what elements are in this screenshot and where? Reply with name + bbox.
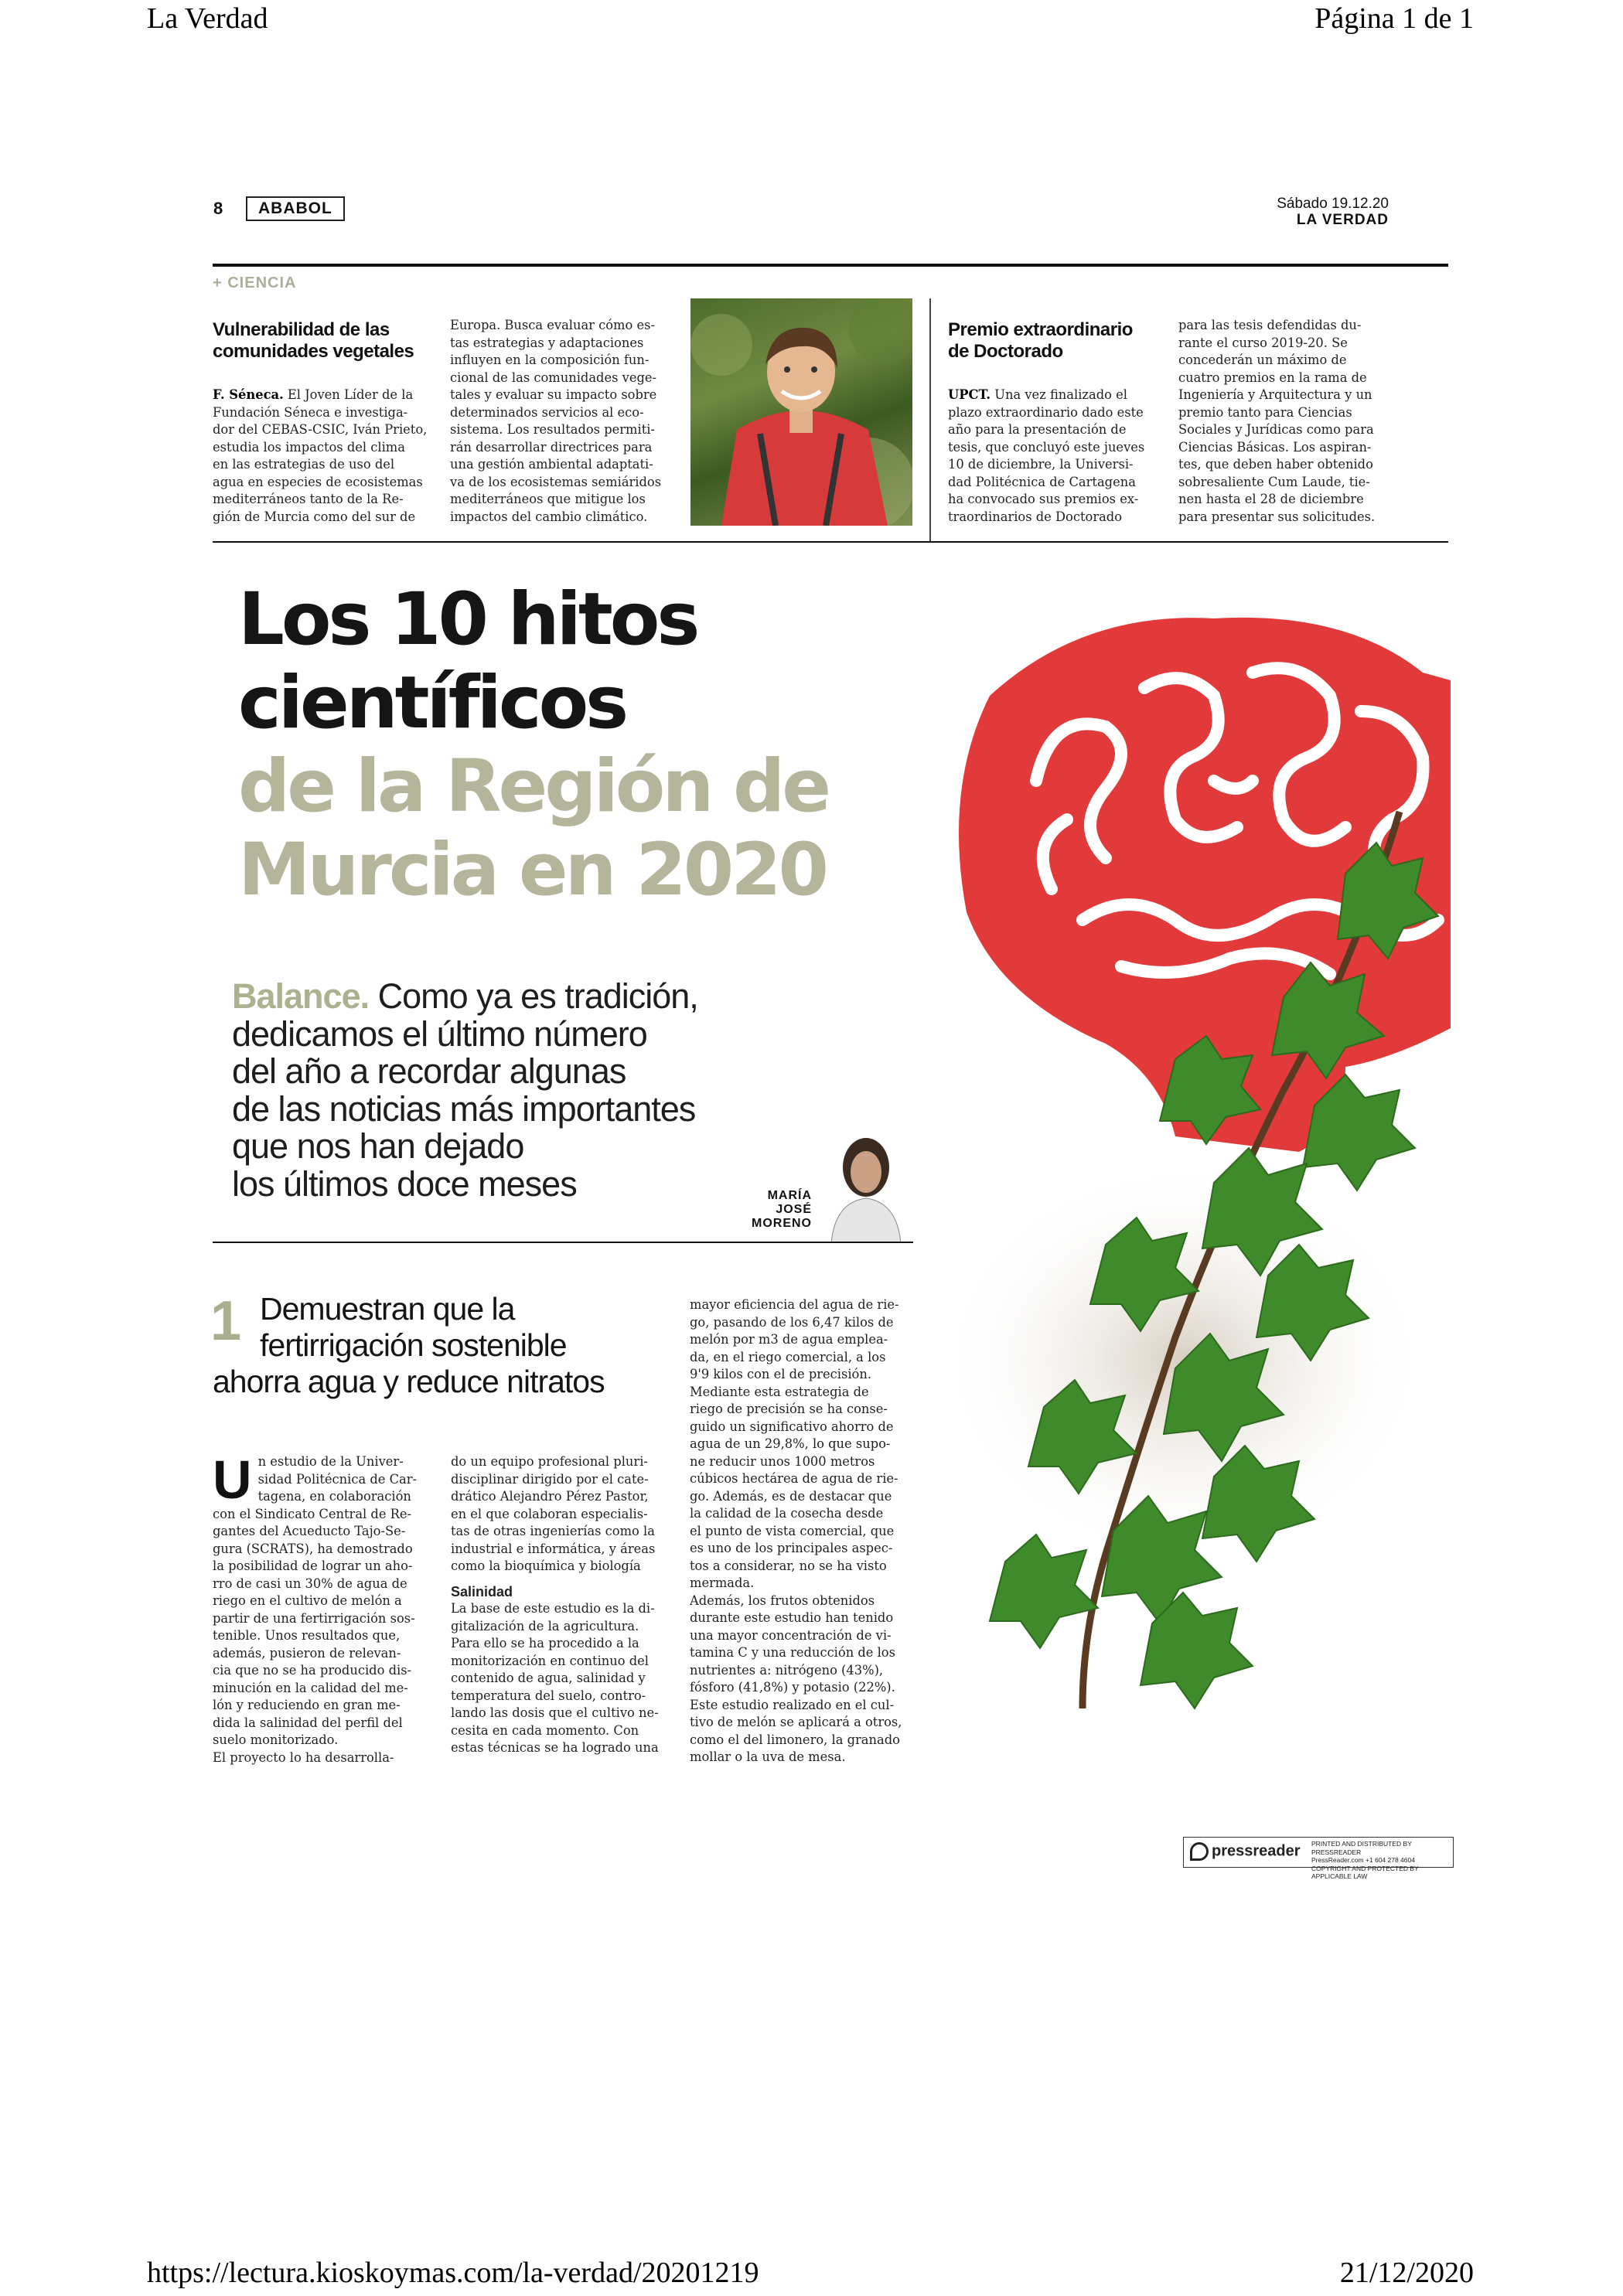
newspaper-name: LA VERDAD (1296, 212, 1389, 228)
brief-1-title (213, 319, 445, 363)
story-1-title-a (260, 1291, 677, 1364)
text-line: Los 10 hitos (238, 577, 697, 662)
briefs-bottom-rule (213, 541, 1448, 543)
text-line: Ingeniería y Arquitectura y un (1178, 387, 1372, 402)
text-line: mermada. (690, 1576, 755, 1590)
print-footer-url: https://lectura.kioskoymas.com/la-verdad/20201219 (147, 2257, 759, 2289)
text-line: concederán un máximo de (1178, 353, 1347, 367)
text-line: mayor eficiencia del agua de rie- (690, 1297, 899, 1312)
text-line: ne reducir unos 1000 metros (690, 1453, 875, 1469)
text-line: lón y reduciendo en gran me- (213, 1698, 401, 1712)
brief-1-column-2 (450, 317, 674, 526)
text-line: año para la presentación de (948, 422, 1127, 437)
text-line: agua en especies de ecosistemas (213, 474, 423, 489)
text-line: mediterráneos tanto de la Re- (213, 492, 404, 506)
text-line: riego de precisión se ha conse- (690, 1402, 888, 1416)
brain-illustration (851, 595, 1451, 1770)
text-line: melón por m3 de agua emplea- (690, 1332, 888, 1347)
brief-2-column-1 (948, 387, 1158, 526)
text-line: rro de casi un 30% de agua de (213, 1576, 407, 1591)
text-line: tagena, en colaboración (257, 1489, 411, 1504)
text-line: estas técnicas se ha logrado una (451, 1740, 659, 1755)
page-number: 8 (213, 199, 223, 218)
text-line: El proyecto lo ha desarrolla- (213, 1749, 394, 1765)
text-line: tales y evaluar su impacto sobre (450, 387, 657, 402)
text-line: sistema. Los resultados permiti- (450, 422, 655, 437)
text-line: determinados servicios al eco- (450, 404, 644, 420)
text-line: riego en el cultivo de melón a (213, 1593, 402, 1608)
deck-bottom-rule (213, 1242, 913, 1243)
text-line: MARÍA (767, 1189, 812, 1202)
text-line: rán desarrollar directrices para (450, 439, 653, 455)
text-line: guido un significativo ahorro de (690, 1419, 894, 1434)
text-line: nutrientes a: nitrógeno (43%), (690, 1662, 884, 1678)
text-line: monitorización en continuo del (451, 1653, 650, 1668)
text-line: como la bioquímica y biología (451, 1558, 641, 1573)
text-line: fósforo (41,8%) y potasio (22%). (690, 1680, 895, 1695)
column-divider (929, 298, 931, 541)
print-header-title: La Verdad (147, 2, 268, 35)
text-line: el punto de vista comercial, que (690, 1523, 895, 1538)
text-line: suelo monitorizado. (213, 1732, 339, 1747)
text-line: La base de este estudio es la di- (451, 1601, 655, 1616)
text-line: cesita en cada momento. Con (451, 1722, 639, 1738)
section-label: + CIENCIA (213, 274, 297, 291)
text-line: drático Alejandro Pérez Pastor, (451, 1489, 649, 1504)
text-line: tos a considerar, no se ha visto (690, 1558, 887, 1573)
text-line: El Joven Líder de la (283, 387, 414, 402)
text-line: va de los ecosistemas semiáridos (450, 474, 662, 489)
text-line: gantes del Acueducto Tajo-Se- (213, 1524, 406, 1538)
text-line: 9'9 kilos con el de precisión. (690, 1367, 872, 1381)
text-line: Demuestran que la (260, 1291, 515, 1327)
text-line: una gestión ambiental adaptati- (450, 457, 653, 472)
text-line: los últimos doce meses (232, 1163, 577, 1204)
text-line: del año a recordar algunas (232, 1051, 626, 1091)
text-line: cúbicos hectárea de agua de rie- (690, 1471, 898, 1486)
text-line: dedicamos el último número (232, 1013, 647, 1054)
text-line: Además, los frutos obtenidos (690, 1593, 875, 1608)
text-line: la posibilidad de lograr un aho- (213, 1558, 413, 1573)
text-line: la calidad de la cosecha desde (690, 1506, 884, 1521)
text-line: 10 de diciembre, la Universi- (948, 457, 1134, 472)
text-line: para presentar sus solicitudes. (1178, 509, 1376, 524)
text-line: de Doctorado (948, 341, 1063, 362)
text-line: premio tanto para Ciencias (1178, 404, 1352, 420)
pressreader-icon (1190, 1842, 1209, 1861)
text-line: Para ello se ha procedido a la (451, 1636, 639, 1650)
brief-2-lead: UPCT. (948, 387, 991, 402)
text-line: impactos del cambio climático. (450, 509, 648, 524)
text-line: traordinarios de Doctorado (948, 509, 1123, 524)
text-line: cia que no se ha producido dis- (213, 1663, 412, 1678)
text-line: agua de un 29,8%, lo que supo- (690, 1436, 891, 1451)
text-line: Como ya es tradición, (369, 976, 698, 1016)
text-line: sobresaliente Cum Laude, tie- (1178, 474, 1370, 489)
main-headline (238, 578, 872, 912)
brief-2-column-2 (1178, 317, 1389, 526)
text-line: fertirrigación sostenible (260, 1327, 567, 1363)
story-1-title-b: ahorra agua y reduce nitratos (213, 1364, 605, 1399)
researcher-photo (690, 298, 912, 526)
text-line: lando las dosis que el cultivo ne- (451, 1705, 659, 1720)
text-line: sidad Politécnica de Car- (257, 1471, 418, 1487)
pressreader-stamp (1183, 1837, 1454, 1880)
brief-2-title (948, 319, 1180, 363)
text-line: Una vez finalizado el (991, 387, 1127, 402)
text-line: una mayor concentración de vi- (690, 1627, 892, 1643)
deck (232, 978, 804, 1203)
text-line: plazo extraordinario dado este (948, 404, 1144, 420)
dropcap: U (213, 1449, 252, 1510)
text-line: comunidades vegetales (213, 341, 414, 362)
text-line: influyen en la composición fun- (450, 353, 650, 367)
text-line: además, pusieron de relevan- (213, 1645, 401, 1661)
byline (735, 1189, 812, 1231)
subhead-salinidad: Salinidad (451, 1583, 513, 1599)
text-line: Fundación Séneca e investiga- (213, 404, 408, 420)
text-line: con el Sindicato Central de Re- (213, 1506, 412, 1521)
text-line: contenido de agua, salinidad y (451, 1671, 646, 1685)
text-line: rante el curso 2019-20. Se (1178, 335, 1348, 350)
story-1-column-2 (451, 1453, 671, 1757)
text-line: Premio extraordinario (948, 319, 1133, 340)
text-line: PRINTED AND DISTRIBUTED BY PRESSREADER (1311, 1840, 1412, 1856)
dateline (1277, 196, 1389, 228)
section-tag: ABABOL (246, 196, 345, 221)
text-line: mediterráneos que mitigue los (450, 492, 646, 506)
text-line: de las noticias más importantes (232, 1088, 696, 1129)
text-line: tesis, que concluyó este jueves (948, 439, 1145, 455)
text-line: da, en el riego comercial, a los (690, 1349, 886, 1364)
text-line: Sociales y Jurídicas como para (1178, 422, 1374, 437)
text-line: mollar o la uva de mesa. (690, 1749, 846, 1764)
text-line: gitalización de la agricultura. (451, 1618, 639, 1633)
issue-date: Sábado 19.12.20 (1277, 196, 1389, 212)
text-line: Este estudio realizado en el cul- (690, 1697, 895, 1712)
header-rule (213, 264, 1448, 267)
pressreader-logo (1190, 1842, 1301, 1861)
text-line: temperatura del suelo, contro- (451, 1688, 646, 1703)
text-line: tes, que deben haber obtenido (1178, 457, 1373, 472)
text-line: industrial e informática, y áreas (451, 1541, 656, 1556)
brief-1-column-1 (213, 387, 437, 526)
author-avatar (823, 1129, 909, 1243)
text-line: Vulnerabilidad de las (213, 319, 390, 340)
story-1-column-3 (690, 1296, 912, 1766)
text-line: go, pasando de los 6,47 kilos de (690, 1314, 894, 1330)
text-line: gión de Murcia como del sur de (213, 509, 416, 524)
text-line: de la Región de (238, 744, 829, 829)
text-line: como el del limonero, la granado (690, 1732, 900, 1747)
print-footer-date: 21/12/2020 (1339, 2257, 1474, 2289)
text-line: en las estrategias de uso del (213, 457, 395, 472)
researcher-portrait-icon (690, 298, 912, 526)
pressreader-notice (1311, 1840, 1453, 1881)
text-line: ha convocado sus premios ex- (948, 492, 1139, 506)
text-line: Europa. Busca evaluar cómo es- (450, 318, 655, 332)
text-line: dad Politécnica de Cartagena (948, 474, 1136, 489)
story-number: 1 (210, 1290, 242, 1352)
text-line: Mediante esta estrategia de (690, 1384, 869, 1399)
brief-1-lead: F. Séneca. (213, 387, 284, 402)
story-1-column-1 (213, 1449, 433, 1766)
text-line: MORENO (752, 1217, 812, 1230)
text-line: tenible. Unos resultados que, (213, 1628, 401, 1643)
text-line: disciplinar dirigido por el cate- (451, 1471, 649, 1487)
text-line: durante este estudio han tenido (690, 1610, 894, 1625)
text-line: Murcia en 2020 (238, 828, 826, 912)
print-header-page: Página 1 de 1 (1314, 2, 1474, 35)
text-line: dor del CEBAS-CSIC, Iván Prieto, (213, 422, 428, 437)
deck-keyword: Balance. (232, 976, 370, 1016)
text-line: cuatro premios en la rama de (1178, 370, 1367, 385)
text-line: pressreader (1212, 1842, 1301, 1860)
text-line: do un equipo profesional pluri- (451, 1454, 648, 1469)
text-line: nen hasta el 28 de diciembre (1178, 492, 1364, 506)
text-line: COPYRIGHT AND PROTECTED BY APPLICABLE LAW (1311, 1864, 1419, 1880)
text-line: tamina C y una reducción de los (690, 1645, 895, 1660)
text-line: JOSÉ (776, 1203, 812, 1216)
text-line: estudia los impactos del clima (213, 439, 405, 455)
text-line: en el que colaboran especialis- (451, 1506, 648, 1521)
text-line: científicos (238, 661, 626, 745)
text-line: Ciencias Básicas. Los aspiran- (1178, 439, 1372, 455)
text-line: es uno de los principales aspec- (690, 1541, 893, 1555)
text-line: que nos han dejado (232, 1126, 524, 1166)
text-line: para las tesis defendidas du- (1178, 318, 1362, 332)
text-line: tas de otras ingenierías como la (451, 1524, 655, 1538)
text-line: partir de una fertirrigación sos- (213, 1610, 415, 1626)
text-line: tivo de melón se aplicará a otros, (690, 1715, 902, 1729)
text-line: PressReader.com +1 604 278 4604 (1311, 1856, 1415, 1864)
text-line: dida la salinidad del perfil del (213, 1715, 403, 1730)
text-line: go. Además, es de destacar que (690, 1488, 892, 1504)
text-line: cional de las comunidades vege- (450, 370, 657, 385)
text-line: minución en la calidad del me- (213, 1680, 408, 1695)
text-line: tas estrategias y adaptaciones (450, 335, 644, 350)
text-line: gura (SCRATS), ha demostrado (213, 1541, 413, 1556)
text-line: n estudio de la Univer- (257, 1454, 404, 1469)
